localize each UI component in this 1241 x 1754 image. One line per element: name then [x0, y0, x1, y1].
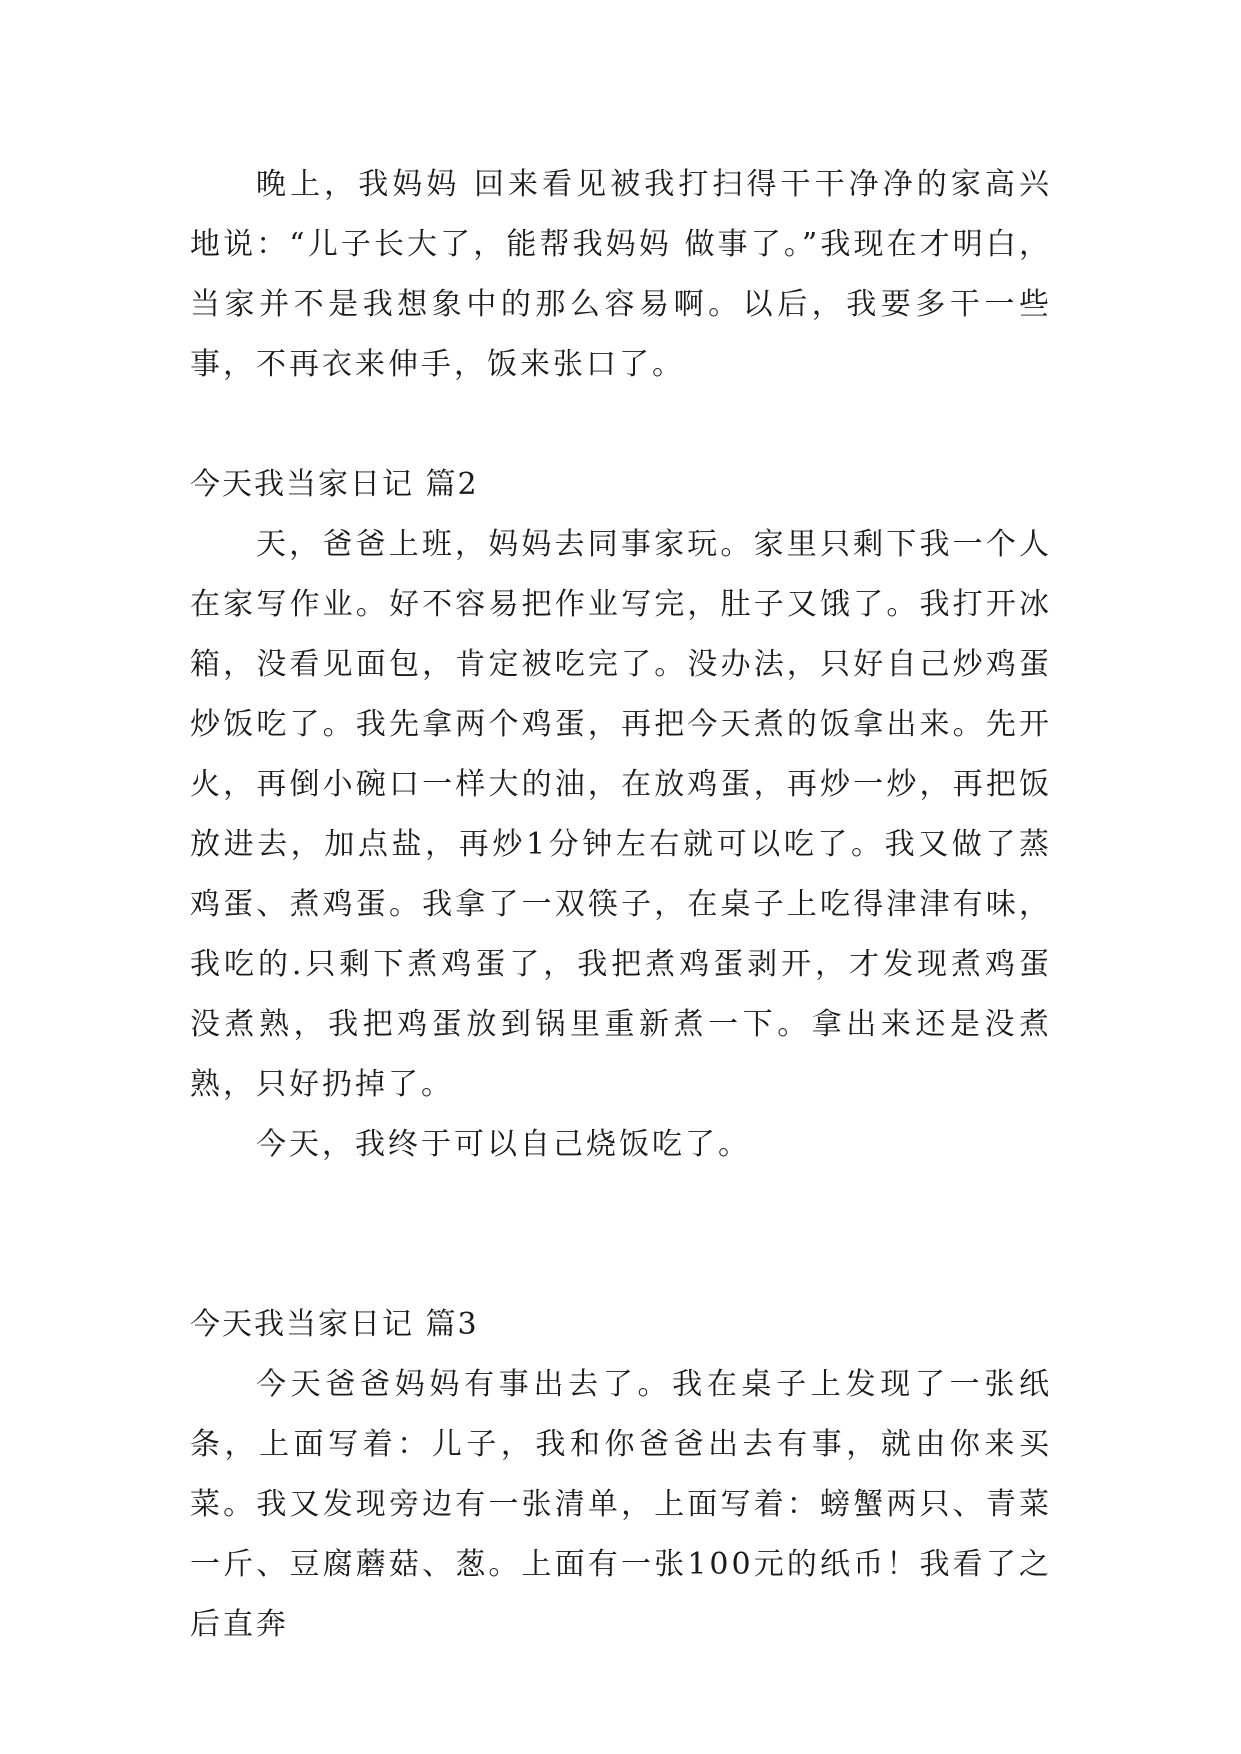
section1-paragraph-1: 晚上，我妈妈 回来看见被我打扫得干干净净的家高兴地说：“儿子长大了，能帮我妈妈 做事了。”我现在才明白，当家并不是我想象中的那么容易啊。以后，我要多干一些事，不再衣来伸手，饭来张口了。: [190, 167, 1052, 382]
section3-paragraph-1: 今天爸爸妈妈有事出去了。我在桌子上发现了一张纸条，上面写着：儿子，我和你爸爸出去有事，就由你来买菜。我又发现旁边有一张清单，上面写着：螃蟹两只、青菜一斤、豆腐蘑菇、葱。上面有一张100元的纸币！我看了之后直奔: [190, 1367, 1052, 1642]
section2-paragraph-1: 天，爸爸上班，妈妈去同事家玩。家里只剩下我一个人在家写作业。好不容易把作业写完，肚子又饿了。我打开冰箱，没看见面包，肯定被吃完了。没办法，只好自己炒鸡蛋炒饭吃了。我先拿两个鸡蛋，再把今天煮的饭拿出来。先开火，再倒小碗口一样大的油，在放鸡蛋，再炒一炒，再把饭放进去，加点盐，再炒1分钟左右就可以吃了。我又做了蒸鸡蛋、煮鸡蛋。我拿了一双筷子，在桌子上吃得津津有味，我吃的.只剩下煮鸡蛋了，我把煮鸡蛋剥开，才发现煮鸡蛋没煮熟，我把鸡蛋放到锅里重新煮一下。拿出来还是没煮熟，只好扔掉了。: [190, 527, 1052, 1102]
section2-paragraph-2: 今天，我终于可以自己烧饭吃了。: [256, 1127, 751, 1162]
section2-heading: 今天我当家日记 篇2: [190, 467, 479, 502]
document-body: [190, 155, 1052, 1655]
section-spacer: [190, 395, 1052, 455]
section3-heading: 今天我当家日记 篇3: [190, 1307, 479, 1342]
section-spacer: [190, 1175, 1052, 1295]
